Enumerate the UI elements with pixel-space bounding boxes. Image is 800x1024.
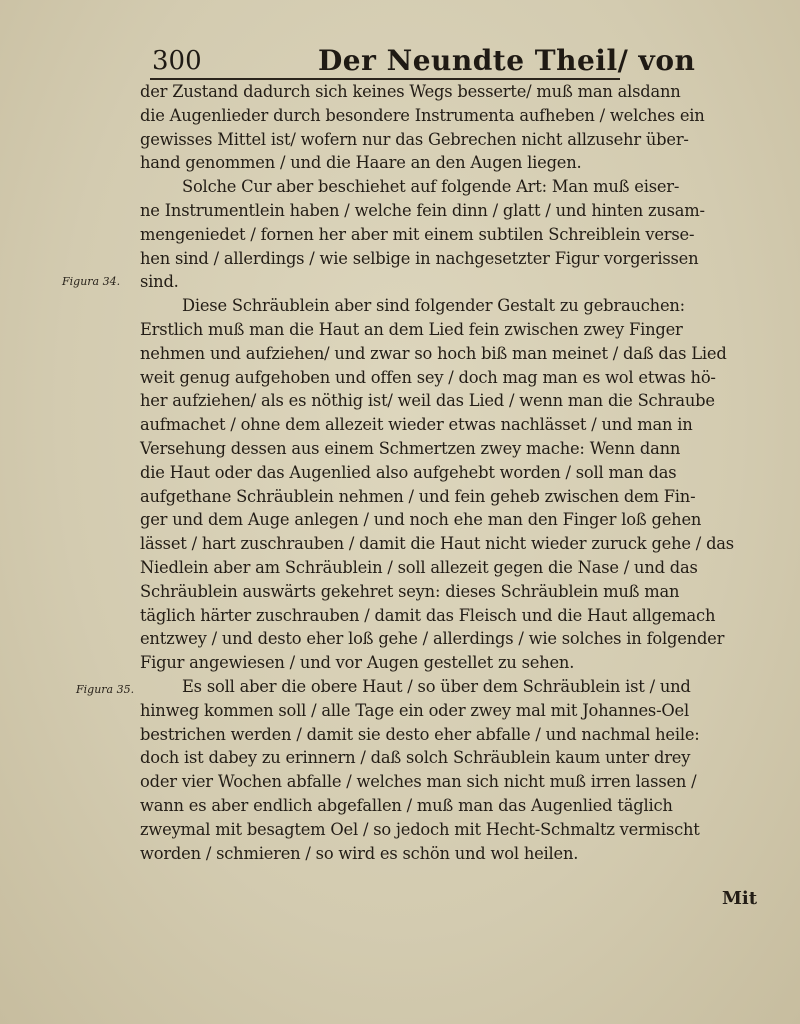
text-line: bestrichen werden / damit sie desto eher abfalle / und nachmal heile: <box>140 724 700 744</box>
text-line: aufmachet / ohne dem allezeit wieder etwas nachlässet / und man in <box>140 415 693 435</box>
text-line: der Zustand dadurch sich keines Wegs besserte/ muß man alsdann <box>140 82 681 101</box>
text-line: Solche Cur aber beschiehet auf folgende Art: Man muß eiser- <box>182 177 680 197</box>
text-line: Schräublein auswärts gekehret seyn: dieses Schräublein muß man <box>140 581 680 601</box>
text-line: worden / schmieren / so wird es schön und wol heilen. <box>140 843 579 863</box>
text-line: die Haut oder das Augenlied also aufgehebt worden / soll man das <box>140 462 677 482</box>
text-line: lässet / hart zuschrauben / damit die Haut nicht wieder zuruck gehe / das <box>140 534 734 554</box>
text-line: sind. <box>140 272 179 292</box>
text-line: weit genug aufgehoben und offen sey / doch mag man es wol etwas hö- <box>140 367 716 387</box>
text-line: Versehung dessen aus einem Schmertzen zwey mache: Wenn dann <box>140 438 681 458</box>
running-title: Der Neundte Theil/ von <box>318 44 696 77</box>
text-line: hand genommen / und die Haare an den Augen liegen. <box>140 153 582 173</box>
text-line: her aufziehen/ als es nöthig ist/ weil das Lied / wenn man die Schraube <box>140 391 715 411</box>
text-line: täglich härter zuschrauben / damit das Fleisch und die Haut allgemach <box>140 605 716 625</box>
page-number: 300 <box>152 46 202 76</box>
margin-note-figure-34: Figura 34. <box>62 275 121 288</box>
text-line: hen sind / allerdings / wie selbige in nachgesetzter Figur vorgerissen <box>140 248 699 268</box>
text-line: wann es aber endlich abgefallen / muß man das Augenlied täglich <box>140 795 673 815</box>
text-line: doch ist dabey zu erinnern / daß solch Schräublein kaum unter drey <box>140 748 691 768</box>
text-line: gewisses Mittel ist/ wofern nur das Gebrechen nicht allzusehr über- <box>140 129 689 149</box>
text-line: Niedlein aber am Schräublein / soll allezeit gegen die Nase / und das <box>140 557 698 577</box>
text-line: die Augenlieder durch besondere Instrumenta aufheben / welches ein <box>140 105 705 125</box>
text-line: Erstlich muß man die Haut an dem Lied fein zwischen zwey Finger <box>140 319 683 339</box>
text-line: Diese Schräublein aber sind folgender Gestalt zu gebrauchen: <box>182 296 685 316</box>
margin-note-figure-35: Figura 35. <box>76 683 135 696</box>
running-head <box>150 42 770 82</box>
catchword: Mit <box>722 888 758 909</box>
body-text <box>140 80 780 865</box>
text-line: entzwey / und desto eher loß gehe / allerdings / wie solches in folgender <box>140 629 725 649</box>
text-line: ne Instrumentlein haben / welche fein dinn / glatt / und hinten zusam- <box>140 200 705 220</box>
text-line: zweymal mit besagtem Oel / so jedoch mit Hecht-Schmaltz vermischt <box>140 819 700 839</box>
text-line: nehmen und aufziehen/ und zwar so hoch biß man meinet / daß das Lied <box>140 343 727 363</box>
text-line: Figur angewiesen / und vor Augen gestellet zu sehen. <box>140 653 575 673</box>
text-line: oder vier Wochen abfalle / welches man sich nicht muß irren lassen / <box>140 772 697 792</box>
text-line: hinweg kommen soll / alle Tage ein oder zwey mal mit Johannes-Oel <box>140 700 689 720</box>
text-line: aufgethane Schräublein nehmen / und fein geheb zwischen dem Fin- <box>140 486 696 506</box>
text-line: Es soll aber die obere Haut / so über dem Schräublein ist / und <box>182 676 691 696</box>
text-line: mengeniedet / fornen her aber mit einem subtilen Schreiblein verse- <box>140 224 695 244</box>
text-line: ger und dem Auge anlegen / und noch ehe man den Finger loß gehen <box>140 510 702 530</box>
